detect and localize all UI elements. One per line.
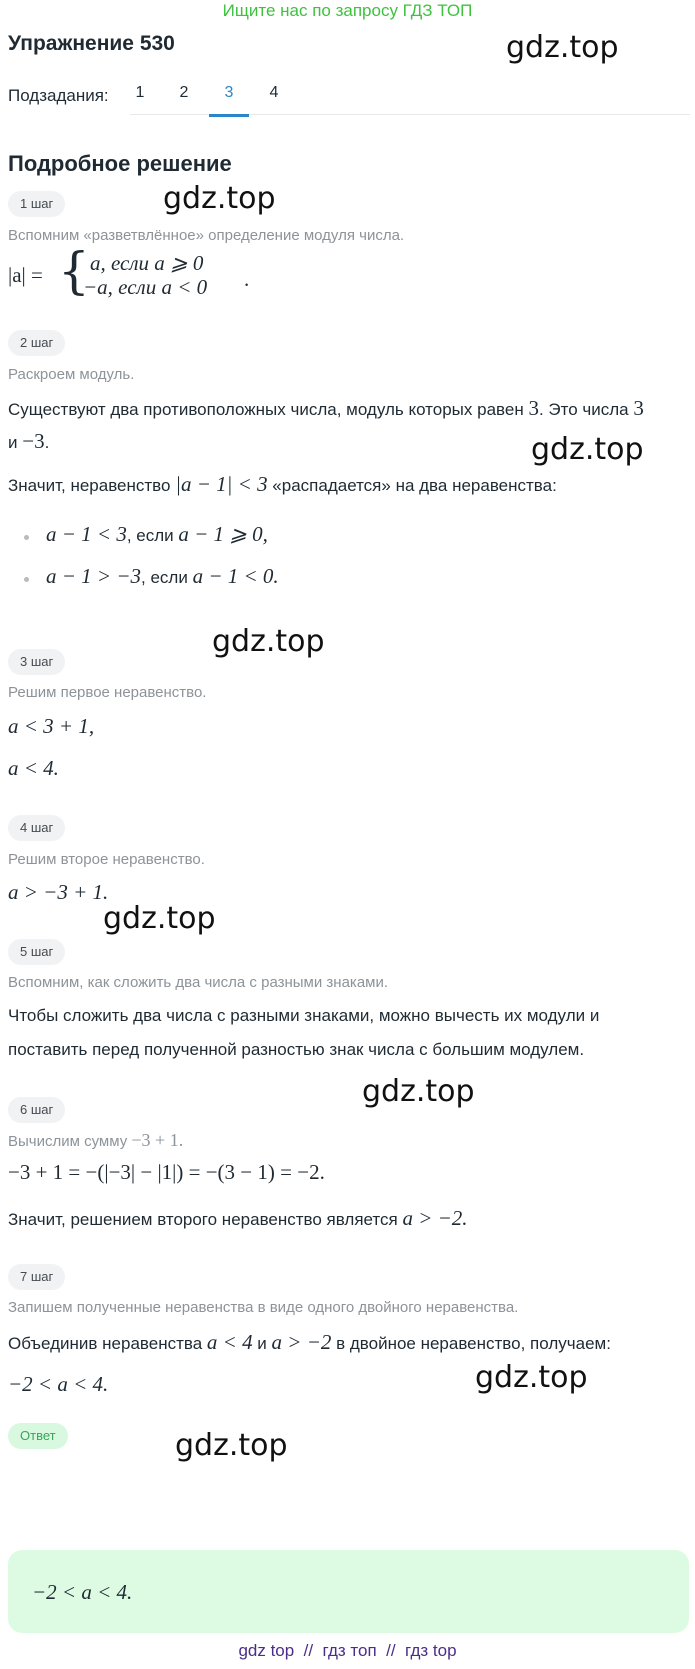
formula-lhs: |a| = xyxy=(8,263,43,287)
solution-heading: Подробное решение xyxy=(8,151,232,176)
formula-case-2: −a, если a < 0 xyxy=(83,275,208,299)
tab-subtask-3[interactable]: 3 xyxy=(209,84,249,117)
text: и xyxy=(252,1334,272,1353)
step-6-equation: −3 + 1 = −(|−3| − |1|) = −(3 − 1) = −2. xyxy=(8,1160,325,1184)
math: a − 1 ⩾ 0, xyxy=(178,522,268,546)
watermark: gdz.top xyxy=(175,1428,288,1463)
step-5-paragraph-1: Чтобы сложить два числа с разными знаками, можно вычесть их модули и xyxy=(8,1006,600,1025)
math: 3 xyxy=(528,396,539,420)
text: в двойное неравенство, получаем: xyxy=(331,1334,611,1353)
tab-subtask-1[interactable]: 1 xyxy=(135,84,145,101)
formula-case-1: a, если a ⩾ 0 xyxy=(90,251,204,275)
step-5-paragraph-2: поставить перед полученной разностью знак числа с большим модулем. xyxy=(8,1040,585,1059)
watermark: gdz.top xyxy=(362,1074,475,1109)
formula-period: . xyxy=(244,267,250,291)
watermark: gdz.top xyxy=(103,901,216,936)
bullet-dot xyxy=(24,535,29,540)
math: a − 1 > −3 xyxy=(46,564,142,588)
answer-badge: Ответ xyxy=(8,1423,68,1449)
watermark: gdz.top xyxy=(531,432,644,467)
text: Существуют два противоположных числа, модуль которых равен xyxy=(8,400,529,419)
watermark: gdz.top xyxy=(163,181,276,216)
text: . xyxy=(44,433,50,452)
text: Вычислим сумму xyxy=(8,1133,132,1150)
watermark: gdz.top xyxy=(212,624,325,659)
text: Значит, решением второго неравенство является xyxy=(8,1210,403,1229)
math: a − 1 < 0. xyxy=(192,564,279,588)
answer-value: −2 < a < 4. xyxy=(32,1580,133,1604)
watermark: gdz.top xyxy=(475,1360,588,1395)
step-2-badge: 2 шаг xyxy=(8,330,65,356)
step-2-case-2 xyxy=(46,564,279,589)
step-1-formula xyxy=(8,242,308,303)
step-4-line-1: a > −3 + 1. xyxy=(8,880,109,904)
step-3-hint: Решим первое неравенство. xyxy=(8,684,207,701)
text: . Это числа xyxy=(538,400,634,419)
math: 3 xyxy=(633,396,644,420)
step-7-hint: Запишем полученные неравенства в виде одного двойного неравенства. xyxy=(8,1299,519,1316)
step-1-badge: 1 шаг xyxy=(8,191,65,217)
step-7-result: −2 < a < 4. xyxy=(8,1372,109,1396)
step-2-case-1 xyxy=(46,522,268,547)
step-7-badge: 7 шаг xyxy=(8,1264,65,1290)
step-2-paragraph-2 xyxy=(8,429,49,454)
math: a > −2. xyxy=(402,1206,468,1230)
page-title: Упражнение 530 xyxy=(8,32,175,55)
step-6-badge: 6 шаг xyxy=(8,1097,65,1123)
step-2-hint: Раскроем модуль. xyxy=(8,366,135,383)
footer-links[interactable]: gdz top // гдз топ // гдз top xyxy=(238,1641,457,1660)
brace-icon: { xyxy=(58,242,90,300)
bullet-dot xyxy=(24,577,29,582)
text: Объединив неравенства xyxy=(8,1334,207,1353)
promo-link[interactable]: Ищите нас по запросу ГДЗ ТОП xyxy=(222,1,473,20)
math: a − 1 < 3 xyxy=(46,522,127,546)
text: и xyxy=(8,433,23,452)
text: , если xyxy=(141,568,193,587)
step-1-hint: Вспомним «разветвлённое» определение модуля числа. xyxy=(8,227,405,244)
step-6-conclusion xyxy=(8,1206,468,1231)
step-7-paragraph xyxy=(8,1330,611,1355)
text: «распадается» на два неравенства: xyxy=(267,476,557,495)
step-3-line-1: a < 3 + 1, xyxy=(8,714,95,738)
step-5-badge: 5 шаг xyxy=(8,939,65,965)
tab-subtask-4[interactable]: 4 xyxy=(269,84,279,101)
math: a < 4 xyxy=(206,1330,253,1354)
math: −3 + 1. xyxy=(131,1130,184,1150)
step-4-badge: 4 шаг xyxy=(8,815,65,841)
tab-subtask-2[interactable]: 2 xyxy=(179,84,189,101)
watermark: gdz.top xyxy=(506,30,619,65)
step-2-paragraph-3 xyxy=(8,472,557,497)
math: a > −2 xyxy=(271,1330,332,1354)
step-3-badge: 3 шаг xyxy=(8,649,65,675)
text: Значит, неравенство xyxy=(8,476,176,495)
step-4-hint: Решим второе неравенство. xyxy=(8,851,205,868)
step-3-line-2: a < 4. xyxy=(8,756,59,780)
math: |a − 1| < 3 xyxy=(175,472,268,496)
step-5-hint: Вспомним, как сложить два числа с разными знаками. xyxy=(8,974,389,991)
answer-box xyxy=(8,1550,689,1633)
step-2-paragraph-1 xyxy=(8,396,644,421)
math: −3 xyxy=(22,429,45,453)
subtasks-label: Подзадания: xyxy=(8,86,109,105)
text: , если xyxy=(126,526,179,545)
step-6-hint xyxy=(8,1130,183,1151)
